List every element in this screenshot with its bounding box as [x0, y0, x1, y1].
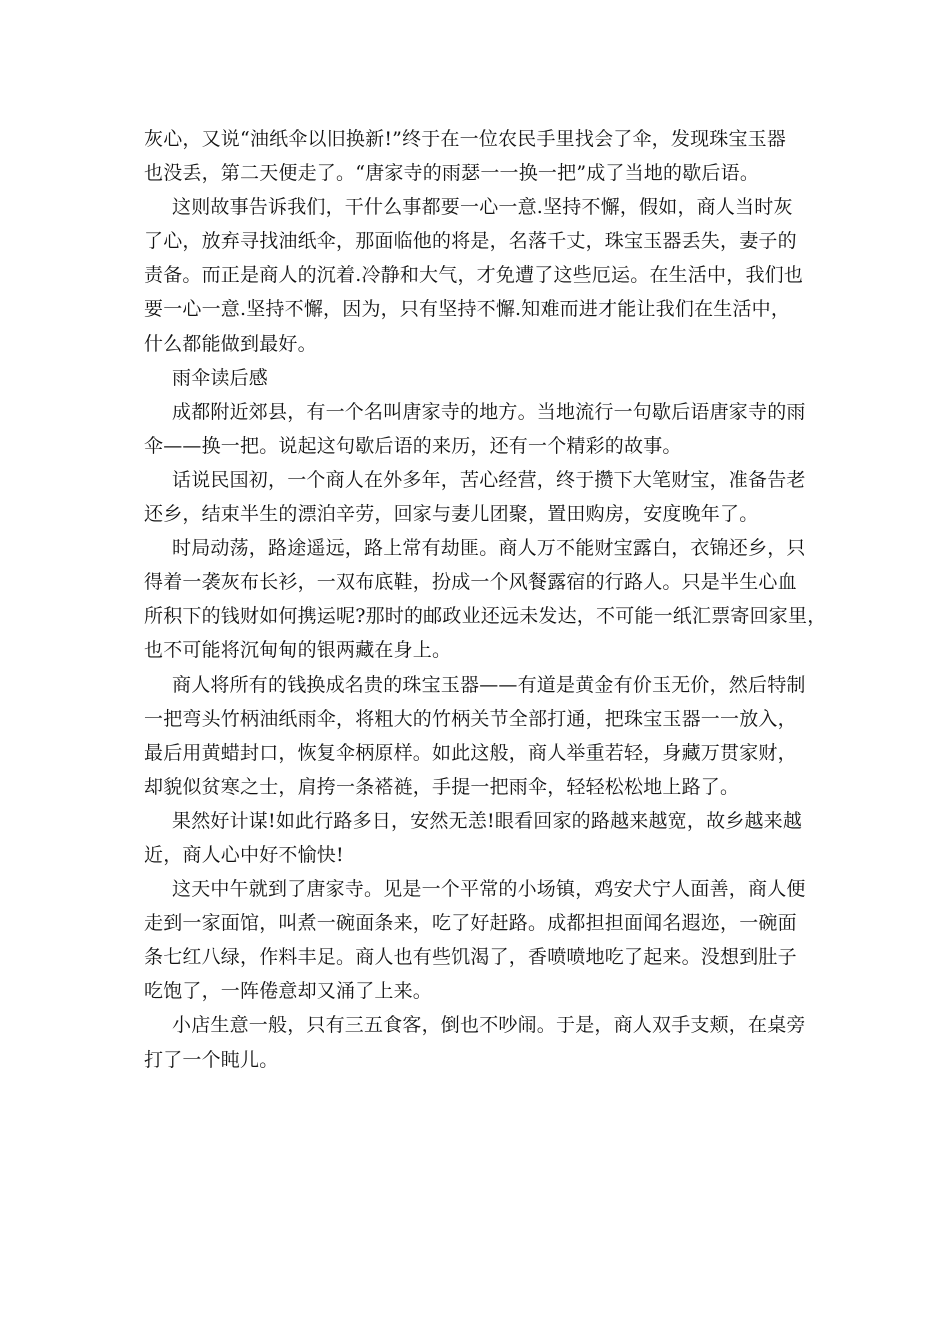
text-line: 一把弯头竹柄油纸雨伞，将粗大的竹柄关节全部打通，把珠宝玉器一一放入，: [144, 707, 797, 730]
text-line: 近，商人心中好不愉快!: [144, 843, 344, 866]
text-line: 也没丢，第二天便走了。“唐家寺的雨瑟一一换一把”成了当地的歇后语。: [144, 162, 760, 185]
text-line: 最后用黄蜡封口，恢复伞柄原样。如此这般，商人举重若轻，身藏万贯家财，: [144, 741, 797, 764]
text-line: 所积下的钱财如何携运呢?那时的邮政业还远未发达，不可能一纸汇票寄回家里，: [144, 605, 827, 628]
text-line: 条七红八绿，作料丰足。商人也有些饥渴了，香喷喷地吃了起来。没想到肚子: [144, 946, 797, 969]
text-line: 责备。而正是商人的沉着.冷静和大气，才免遭了这些厄运。在生活中，我们也: [144, 264, 804, 287]
text-line: 时局动荡，路途遥远，路上常有劫匪。商人万不能财宝露白，衣锦还乡，只: [172, 537, 806, 560]
document-page: [144, 122, 827, 1077]
text-line: 还乡，结束半生的漂泊辛劳，回家与妻儿团聚，置田购房，安度晚年了。: [144, 503, 759, 526]
text-line: 这则故事告诉我们，干什么事都要一心一意.坚持不懈，假如，商人当时灰: [172, 196, 793, 219]
text-line: 吃饱了，一阵倦意却又涌了上来。: [144, 980, 433, 1003]
text-line: 话说民国初，一个商人在外多年，苦心经营，终于攒下大笔财宝，准备告老: [172, 468, 806, 491]
text-line: 走到一家面馆，叫煮一碗面条来，吃了好赶路。成都担担面闻名遐迩，一碗面: [144, 912, 797, 935]
text-line: 却貌似贫寒之士，肩挎一条褡裢，手提一把雨伞，轻轻松松地上路了。: [144, 775, 740, 798]
text-line: 打了一个盹儿。: [144, 1048, 279, 1071]
text-line: 果然好计谋!如此行路多日，安然无恙!眼看回家的路越来越宽，故乡越来越: [172, 809, 803, 832]
text-line: 也不可能将沉甸甸的银两藏在身上。: [144, 639, 452, 662]
section-heading: 雨伞读后感: [172, 366, 269, 389]
text-line: 小店生意一般，只有三五食客，倒也不吵闹。于是，商人双手支颊，在桌旁: [172, 1014, 806, 1037]
text-line: 这天中午就到了唐家寺。见是一个平常的小场镇，鸡安犬宁人面善，商人便: [172, 878, 806, 901]
text-line: 要一心一意.坚持不懈，因为，只有坚持不懈.知难而进才能让我们在生活中，: [144, 298, 791, 321]
text-line: 灰心，又说“油纸伞以旧换新!”终于在一位农民手里找会了伞，发现珠宝玉器: [144, 128, 787, 150]
text-line: 得着一袭灰布长衫，一双布底鞋，扮成一个风餐露宿的行路人。只是半生心血: [144, 571, 797, 594]
text-line: 伞——换一把。说起这句歇后语的来历，还有一个精彩的故事。: [144, 434, 682, 457]
text-line: 什么都能做到最好。: [144, 332, 317, 355]
text-line: 商人将所有的钱换成名贵的珠宝玉器——有道是黄金有价玉无价，然后特制: [172, 673, 806, 696]
text-line: 成都附近郊县，有一个名叫唐家寺的地方。当地流行一句歇后语唐家寺的雨: [172, 400, 806, 423]
text-line: 了心，放弃寻找油纸伞，那面临他的将是，名落千丈，珠宝玉器丢失，妻子的: [144, 230, 797, 253]
